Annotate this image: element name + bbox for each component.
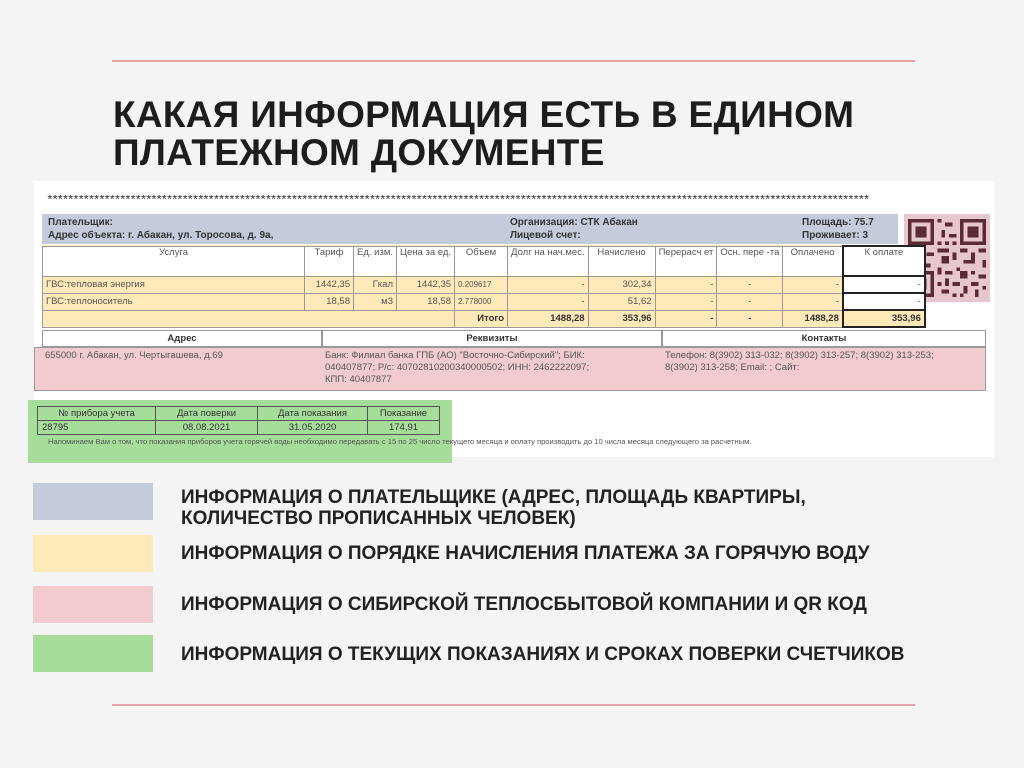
requisites-line: 040407877; Р/с: 40702810200340000502; ИНН: 2462222097; [325, 362, 590, 373]
header-paid: Оплачено [783, 246, 843, 276]
payer-info-block [42, 214, 898, 244]
service-name: ГВС:теплоноситель [43, 293, 305, 310]
legend-line: КОЛИЧЕСТВО ПРОПИСАННЫХ ЧЕЛОВЕК) [181, 508, 576, 529]
table-row [38, 421, 440, 435]
contacts-line: 8(3902) 313-258; Email: ; Сайт: [665, 362, 800, 373]
legend-text-payer [181, 487, 806, 529]
meter-reading: 174,91 [368, 421, 440, 435]
paid-value: - [783, 293, 843, 310]
top-divider [112, 60, 915, 62]
unit-value: Гкал [354, 276, 397, 293]
company-header-contacts: Контакты [662, 330, 986, 347]
header-unit: Ед. изм. [354, 246, 397, 276]
base-recalc-value: - [717, 276, 783, 293]
table-row [43, 293, 925, 310]
legend-line: ИНФОРМАЦИЯ О ПОРЯДКЕ НАЧИСЛЕНИЯ ПЛАТЕЖА ЗА ГОРЯЧУЮ ВОДУ [181, 543, 870, 564]
stars-line: ************************************************************************************************************************************************************** [46, 195, 868, 207]
meter-check-date: 08.08.2021 [156, 421, 258, 435]
charged-value: 51,62 [588, 293, 655, 310]
header-service: Услуга [43, 246, 305, 276]
header-unit-price: Цена за ед. [397, 246, 455, 276]
legend-text-charges [181, 543, 870, 564]
debt-value: - [508, 293, 589, 310]
legend-line: ИНФОРМАЦИЯ О ПЛАТЕЛЬЩИКЕ (АДРЕС, ПЛОЩАДЬ КВАРТИРЫ, [181, 487, 806, 508]
company-contacts [665, 350, 934, 374]
legend-line: ИНФОРМАЦИЯ О СИБИРСКОЙ ТЕПЛОСБЫТОВОЙ КОМПАНИИ И QR КОД [181, 594, 867, 615]
company-header-address: Адрес [42, 330, 322, 347]
table-row [43, 276, 925, 293]
total-to-pay: 353,96 [843, 310, 925, 327]
tariff-value: 18,58 [305, 293, 354, 310]
to-pay-value: - [843, 276, 925, 293]
meter-header-reading-date: Дата показания [258, 407, 368, 421]
legend-text-company [181, 594, 867, 615]
unit-price-value: 1442,35 [397, 276, 455, 293]
total-charged: 353,96 [588, 310, 655, 327]
reminder-note: Напоминаем Вам о том, что показания приборов учета горячей воды необходимо передавать с 15 по 25 число текущего месяца и оплату производить до 10 числа месяца следующего за расчетным. [48, 437, 752, 446]
payment-document [34, 181, 994, 457]
company-address: 655000 г. Абакан, ул. Чертыгашева, д.69 [45, 350, 223, 361]
total-recalc: - [655, 310, 717, 327]
services-table [42, 245, 926, 328]
residents-label: Проживает: 3 [802, 230, 869, 241]
total-label: Итого [455, 310, 508, 327]
contacts-line: Телефон: 8(3902) 313-032; 8(3902) 313-257; 8(3902) 313-253; [665, 350, 934, 361]
legend-swatch-payer [33, 483, 153, 520]
to-pay-value: - [843, 293, 925, 310]
total-paid: 1488,28 [783, 310, 843, 327]
base-recalc-value: - [717, 293, 783, 310]
services-header-row [43, 246, 925, 276]
meters-table [37, 406, 440, 435]
recalc-value: - [655, 293, 717, 310]
total-row [43, 310, 925, 327]
meter-number: 28795 [38, 421, 156, 435]
unit-value: м3 [354, 293, 397, 310]
meters-block [28, 400, 452, 463]
paid-value: - [783, 276, 843, 293]
meters-header-row [38, 407, 440, 421]
address-label: Адрес объекта: г. Абакан, ул. Торосова, д. 9а, [48, 230, 274, 241]
legend-swatch-meters [33, 635, 153, 672]
meter-header-number: № прибора учета [38, 407, 156, 421]
tariff-value: 1442,35 [305, 276, 354, 293]
header-charged: Начислено [588, 246, 655, 276]
meter-header-check-date: Дата поверки [156, 407, 258, 421]
unit-price-value: 18,58 [397, 293, 455, 310]
header-volume: Объем [455, 246, 508, 276]
bottom-divider [112, 704, 915, 706]
legend-swatch-company [33, 586, 153, 623]
header-recalc: Перерасч ет [655, 246, 717, 276]
charged-value: 302,34 [588, 276, 655, 293]
account-label: Лицевой счет: [510, 230, 581, 241]
volume-value: 2.778000 [455, 293, 508, 310]
area-label: Площадь: 75.7 [802, 217, 874, 228]
payer-label: Плательщик: [48, 217, 113, 228]
meter-header-reading: Показание [368, 407, 440, 421]
service-name: ГВС:тепловая энергия [43, 276, 305, 293]
legend-line: ИНФОРМАЦИЯ О ТЕКУЩИХ ПОКАЗАНИЯХ И СРОКАХ ПОВЕРКИ СЧЕТЧИКОВ [181, 644, 905, 665]
total-debt: 1488,28 [508, 310, 589, 327]
volume-value: 0.209617 [455, 276, 508, 293]
debt-value: - [508, 276, 589, 293]
legend-swatch-charges [33, 535, 153, 572]
header-to-pay: К оплате [843, 246, 925, 276]
company-requisites [325, 350, 589, 386]
company-header-row [42, 330, 986, 347]
organization-label: Организация: СТК Абакан [510, 217, 638, 228]
legend-text-meters [181, 644, 905, 665]
company-header-requisites: Реквизиты [322, 330, 662, 347]
header-base-recalc: Осн. пере -та [717, 246, 783, 276]
company-info-block [34, 347, 986, 391]
slide-title: КАКАЯ ИНФОРМАЦИЯ ЕСТЬ В ЕДИНОМ ПЛАТЕЖНОМ ДОКУМЕНТЕ [113, 94, 855, 173]
requisites-line: КПП: 40407877 [325, 374, 392, 385]
requisites-line: Банк: Филиал банка ГПБ (АО) "Восточно-Сибирский"; БИК: [325, 350, 585, 361]
recalc-value: - [655, 276, 717, 293]
meter-reading-date: 31.05.2020 [258, 421, 368, 435]
total-base-recalc: - [717, 310, 783, 327]
header-tariff: Тариф [305, 246, 354, 276]
header-debt: Долг на нач.мес. [508, 246, 589, 276]
